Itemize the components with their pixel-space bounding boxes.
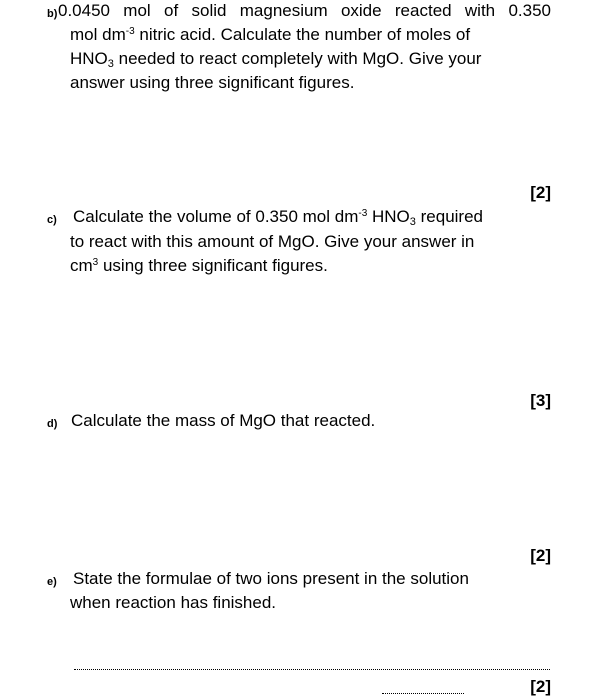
question-c-line-1: Calculate the volume of 0.350 mol $dm^{-3}$ $HNO_3$ required bbox=[73, 207, 484, 228]
question-b-line-2: mol $dm^{-3}$ nitric acid. Calculate the number of moles of bbox=[70, 25, 471, 44]
question-d-label: d) bbox=[47, 418, 58, 430]
question-d-line-1: Calculate the mass of MgO that reacted. bbox=[71, 411, 376, 430]
question-c-line-3: $cm^3$ using three significant figures. bbox=[70, 256, 328, 275]
question-b-marks: [2] bbox=[530, 183, 551, 202]
question-c-label: c) bbox=[47, 214, 57, 226]
question-b-line-4: answer using three significant figures. bbox=[70, 73, 355, 92]
question-b-label: b) bbox=[47, 8, 58, 20]
question-c-line-2: to react with this amount of MgO. Give your answer in bbox=[70, 232, 475, 251]
question-e-line-2: when reaction has finished. bbox=[70, 593, 277, 612]
question-e-label: e) bbox=[47, 576, 57, 588]
question-d-marks: [2] bbox=[530, 546, 551, 565]
question-b-line-1: 0.0450 mol of solid magnesium oxide reacted with 0.350 bbox=[58, 1, 551, 20]
question-e-line-1: State the formulae of two ions present in the solution bbox=[73, 569, 469, 588]
question-b-line-3: $HNO_3$ needed to react completely with MgO. Give your bbox=[70, 49, 482, 70]
question-c-marks: [3] bbox=[530, 391, 551, 410]
answer-line bbox=[74, 669, 550, 670]
answer-line-short bbox=[382, 693, 464, 694]
question-e-marks: [2] bbox=[530, 677, 551, 696]
